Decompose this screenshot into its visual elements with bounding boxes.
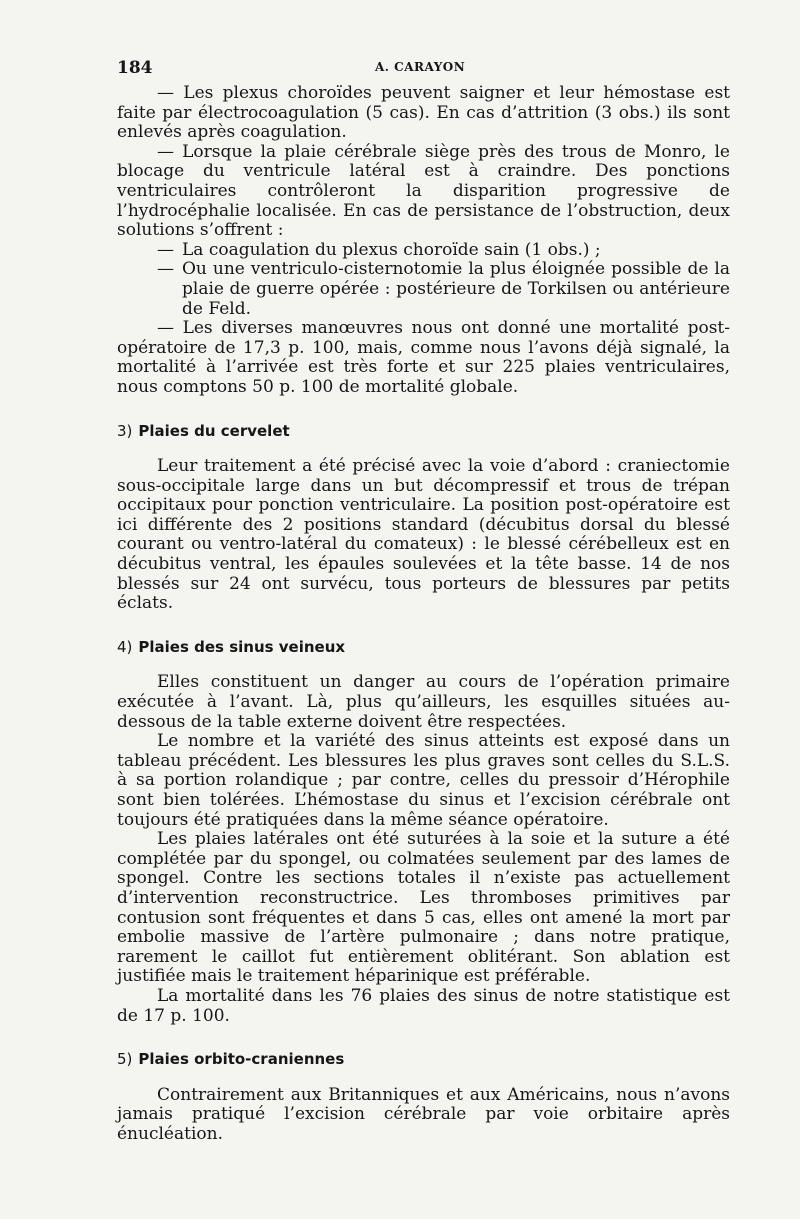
paragraph-plexus: — Les plexus choroïdes peuvent saigner et leur hémostase est faite par électrocoagulation (5 cas). En cas d’attrition (3 obs.) ils sont enlevés après coagulation. [117,83,730,143]
body-text [117,84,730,1145]
section-number: 3) [117,421,133,440]
section-heading-cervelet [117,422,730,442]
page-number: 184 [117,58,153,78]
list-dash: — [157,259,174,280]
list-item [157,241,730,261]
list-item-text: Ou une ventriculo-cisternotomie la plus éloignée possible de la plaie de guerre opérée : postérieure de Torkilsen ou antérieure de Feld. [182,259,730,319]
paragraph-sinus-danger: Elles constituent un danger au cours de l’opération primaire exécutée à l’avant. Là, plus qu’ailleurs, les esquilles situées au-dessous de la table externe doivent être respectées. [117,672,730,732]
paragraph-mortality: — Les diverses manœuvres nous ont donné une mortalité post-opératoire de 17,3 p. 100, mais, comme nous l’avons déjà signalé, la mortalité à l’arrivée est très forte et sur 225 plaies ventriculaires, nous comptons 50 p. 100 de mortalité globale. [117,318,730,397]
list-dash: — [157,239,174,260]
section-title: Plaies orbito-craniennes [138,1050,345,1069]
section-title: Plaies du cervelet [138,421,290,440]
section-number: 5) [117,1050,133,1069]
paragraph-monro: — Lorsque la plaie cérébrale siège près des trous de Monro, le blocage du ventricule latéral est à craindre. Des ponctions ventriculaires contrôleront la disparition progressive de l’hydrocéphalie localisée. En cas de persistance de l’obstruction, deux solutions s’offrent : [117,141,730,241]
running-head [117,58,730,84]
section-title: Plaies des sinus veineux [138,637,346,656]
list-item-text: La coagulation du plexus choroïde sain (1 obs.) ; [182,239,601,260]
list-item [157,260,730,319]
paragraph-sinus-tableau: Le nombre et la variété des sinus atteints est exposé dans un tableau précédent. Les blessures les plus graves sont celles du S.L.S. à sa portion rolandique ; par contre, celles du pressoir d’Hérophile sont bien tolérées. L’hémostase du sinus et l’excision cérébrale ont toujours été pratiquées dans la même séance opératoire. [117,731,730,830]
paragraph-sinus-sutures: Les plaies latérales ont été suturées à la soie et la suture a été complétée par du spongel, ou colmatées seulement par des lames de spongel. Contre les sections totales il n’existe pas actuellement d’intervention reconstructrice. Les thromboses primitives par contusion sont fréquentes et dans 5 cas, elles ont amené la mort par embolie massive de l’artère pulmonaire ; dans notre pratique, rarement le caillot fut entièrement oblitérant. Son ablation est justifiée mais le traitement héparinique est préférable. [117,829,730,987]
section-heading-sinus [117,638,730,658]
paragraph-cervelet: Leur traitement a été précisé avec la voie d’abord : craniectomie sous-occipitale large dans un but décompressif et trous de trépan occipitaux pour ponction ventriculaire. La position post-opératoire est ici différente des 2 positions standard (décubitus dorsal du blessé courant ou ventro-latéral du comateux) : le blessé cérébelleux est en décubitus ventral, les épaules soulevées et la tête basse. 14 de nos blessés sur 24 ont survécu, tous porteurs de blessures par petits éclats. [117,456,730,614]
solutions-list [117,241,730,319]
running-head-author: A. CARAYON [375,60,466,74]
paragraph-sinus-mortalite: La mortalité dans les 76 plaies des sinus de notre statistique est de 17 p. 100. [117,985,730,1026]
section-number: 4) [117,637,133,656]
paragraph-orbito: Contrairement aux Britanniques et aux Américains, nous n’avons jamais pratiqué l’excision cérébrale par voie orbitaire après énucléation. [117,1084,730,1144]
section-heading-orbito [117,1050,730,1070]
